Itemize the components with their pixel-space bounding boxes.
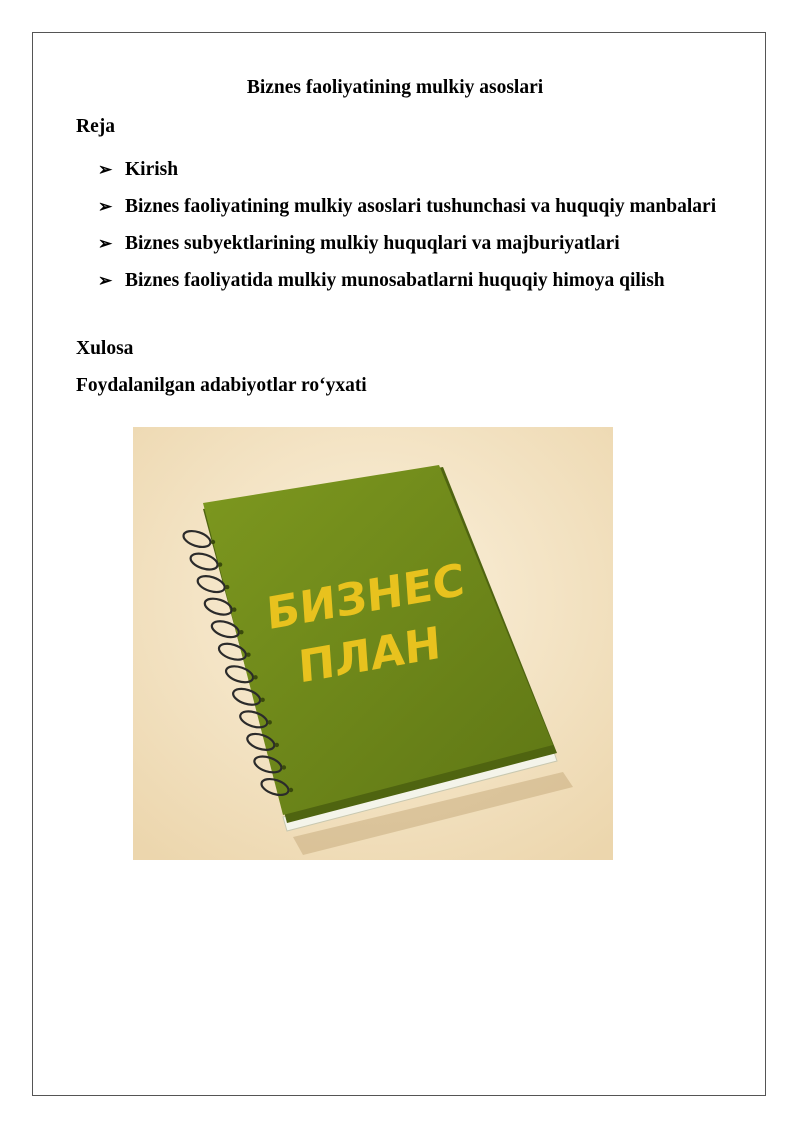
spiral-hole	[282, 765, 286, 769]
plan-item-text: Kirish	[125, 159, 179, 180]
plan-heading: Reja	[76, 116, 115, 137]
spiral-hole	[268, 720, 272, 724]
spiral-hole	[246, 653, 250, 657]
arrow-bullet-icon: ➢	[98, 160, 113, 179]
spiral-hole	[211, 540, 215, 544]
plan-item-text: Biznes faoliyatida mulkiy munosabatlarni huquqiy himoya qilish	[125, 270, 665, 291]
arrow-bullet-icon: ➢	[98, 197, 113, 216]
notebook-title-line1: БИЗНЕС	[264, 554, 467, 641]
spiral-hole	[275, 743, 279, 747]
spiral-hole	[232, 607, 236, 611]
notebook-title-line2: ПЛАН	[296, 617, 443, 694]
plan-item	[98, 188, 738, 225]
plan-item-text: Biznes subyektlarining mulkiy huquqlari va majburiyatlari	[125, 233, 620, 254]
spiral-hole	[289, 788, 293, 792]
plan-item	[98, 225, 738, 262]
conclusion-heading: Xulosa	[76, 338, 134, 359]
references-heading: Foydalanilgan adabiyotlar ro‘yxati	[76, 375, 367, 396]
spiral-hole	[253, 675, 257, 679]
spiral-hole	[218, 562, 222, 566]
document-title: Biznes faoliyatining mulkiy asoslari	[246, 77, 544, 98]
arrow-bullet-icon: ➢	[98, 271, 113, 290]
plan-item	[98, 262, 738, 299]
plan-list	[98, 151, 738, 299]
spiral-hole	[239, 630, 243, 634]
arrow-bullet-icon: ➢	[98, 234, 113, 253]
plan-item	[98, 151, 738, 188]
plan-item-text: Biznes faoliyatining mulkiy asoslari tushunchasi va huquqiy manbalari	[125, 196, 717, 217]
spiral-hole	[260, 698, 264, 702]
spiral-hole	[225, 585, 229, 589]
business-plan-notebook-illustration	[133, 427, 613, 860]
